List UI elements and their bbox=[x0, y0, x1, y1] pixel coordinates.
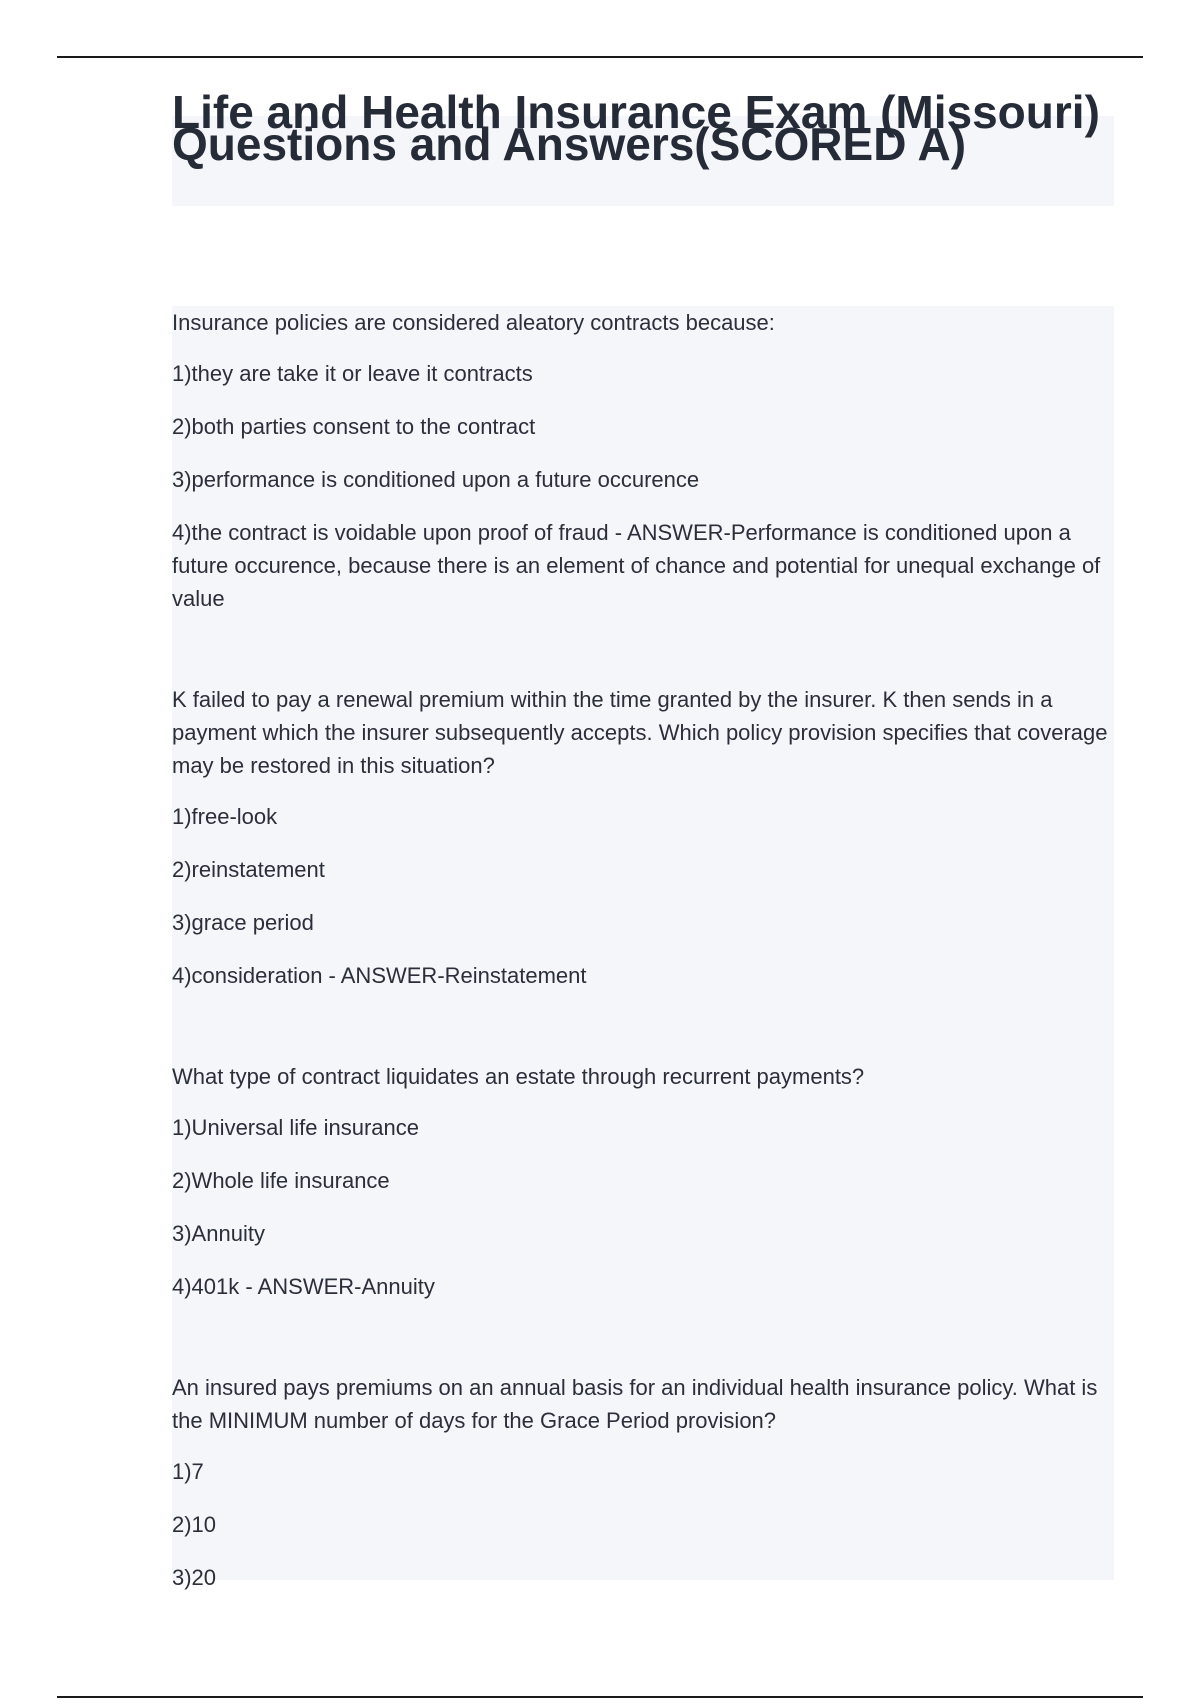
answer-option: 3)grace period bbox=[172, 910, 314, 935]
question-text: Insurance policies are considered aleatory contracts because: bbox=[172, 310, 775, 335]
question-text: K failed to pay a renewal premium within the time granted by the insurer. K then sends in a payment which the insurer subsequently accepts. Which policy provision specifies that coverage may be restored in this situation? bbox=[172, 687, 1108, 778]
answer-option: 4)the contract is voidable upon proof of fraud - ANSWER-Performance is conditioned upon a future occurence, because there is an element of chance and potential for unequal exchange of value bbox=[172, 520, 1101, 611]
answer-option: 2)both parties consent to the contract bbox=[172, 414, 536, 439]
bottom-rule bbox=[57, 1696, 1143, 1698]
top-rule bbox=[57, 56, 1143, 58]
question-block-3 bbox=[172, 1060, 1114, 1303]
answer-option: 3)performance is conditioned upon a future occurence bbox=[172, 467, 700, 492]
document-title: Life and Health Insurance Exam (Missouri) Questions and Answers(SCORED A) bbox=[172, 86, 1100, 170]
question-block-2 bbox=[172, 683, 1114, 992]
answer-option: 3)Annuity bbox=[172, 1221, 265, 1246]
answer-option: 1)Universal life insurance bbox=[172, 1115, 419, 1140]
answer-option: 3)20 bbox=[172, 1565, 217, 1590]
answer-option: 1)they are take it or leave it contracts bbox=[172, 361, 533, 386]
question-text: What type of contract liquidates an estate through recurrent payments? bbox=[172, 1064, 865, 1089]
answer-option: 4)consideration - ANSWER-Reinstatement bbox=[172, 963, 587, 988]
answer-option: 4)401k - ANSWER-Annuity bbox=[172, 1274, 435, 1299]
document-body bbox=[172, 306, 1114, 1590]
answer-option: 1)7 bbox=[172, 1459, 204, 1484]
answer-option: 2)reinstatement bbox=[172, 857, 325, 882]
question-text: An insured pays premiums on an annual basis for an individual health insurance policy. What is the MINIMUM number of days for the Grace Period provision? bbox=[172, 1375, 1098, 1433]
answer-option: 2)10 bbox=[172, 1512, 217, 1537]
question-block-4 bbox=[172, 1371, 1114, 1594]
answer-option: 1)free-look bbox=[172, 804, 278, 829]
question-block-1 bbox=[172, 306, 1114, 615]
answer-option: 2)Whole life insurance bbox=[172, 1168, 390, 1193]
